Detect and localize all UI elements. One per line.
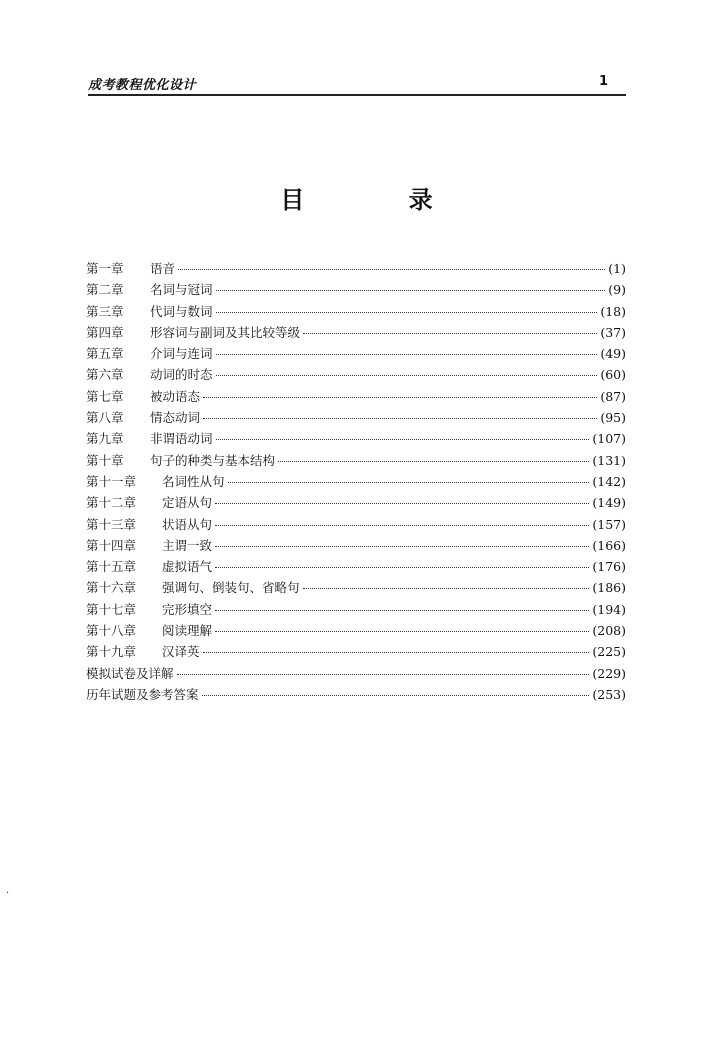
toc-chapter-label: 第十章	[86, 452, 124, 468]
toc-entry-title: 定语从句	[162, 495, 213, 511]
toc-page-ref: (176)	[592, 559, 626, 575]
toc-chapter-label: 第八章	[86, 410, 124, 426]
toc-page-ref: (49)	[600, 346, 626, 362]
toc-page-ref: (131)	[592, 452, 626, 468]
toc-entry[interactable]	[86, 556, 626, 577]
toc-entry[interactable]	[86, 535, 626, 556]
toc-entry-title: 历年试题及参考答案	[86, 686, 199, 702]
toc-entry[interactable]	[86, 577, 626, 598]
toc-page-ref: (194)	[592, 601, 626, 617]
toc-entry[interactable]	[86, 428, 626, 449]
running-header	[88, 74, 626, 96]
dot-leader	[203, 396, 597, 398]
dot-leader	[203, 651, 590, 653]
toc-entry-title: 主谓一致	[162, 537, 213, 553]
toc-page-ref: (60)	[600, 367, 626, 383]
toc-chapter-label: 第六章	[86, 367, 124, 383]
toc-chapter-label: 第二章	[86, 282, 124, 298]
toc-entry[interactable]	[86, 620, 626, 641]
toc-page-ref: (253)	[592, 686, 626, 702]
book-title: 成考教程优化设计	[88, 78, 197, 93]
toc-entry[interactable]	[86, 364, 626, 385]
dot-leader	[215, 566, 589, 568]
toc-page-ref: (142)	[592, 473, 626, 489]
toc-page-ref: (107)	[592, 431, 626, 447]
dot-leader	[177, 673, 590, 675]
dot-leader	[216, 289, 606, 291]
toc-entry-title: 完形填空	[162, 601, 213, 617]
toc-entry-title: 非谓语动词	[150, 431, 213, 447]
toc-entry-title: 模拟试卷及详解	[86, 665, 174, 681]
toc-chapter-label: 第十四章	[86, 537, 137, 553]
toc-entry[interactable]	[86, 279, 626, 300]
dot-leader	[278, 460, 589, 462]
dot-leader	[215, 609, 589, 611]
dot-leader	[228, 481, 590, 483]
toc-entry[interactable]	[86, 450, 626, 471]
toc-entry-title: 语音	[150, 261, 176, 276]
toc-page-ref: (229)	[592, 665, 626, 681]
toc-page-ref: (186)	[592, 580, 626, 596]
dot-leader	[215, 524, 589, 526]
toc-entry[interactable]	[86, 386, 626, 407]
toc-chapter-label: 第十六章	[86, 580, 137, 596]
toc-chapter-label: 第十三章	[86, 516, 137, 532]
dot-leader	[178, 268, 605, 270]
toc-page-ref: (95)	[600, 410, 626, 426]
toc-entry[interactable]	[86, 492, 626, 513]
toc-chapter-label: 第十九章	[86, 644, 137, 660]
toc-page-ref: (149)	[592, 495, 626, 511]
toc-chapter-label: 第十五章	[86, 559, 137, 575]
table-of-contents	[86, 258, 626, 705]
toc-entry[interactable]	[86, 471, 626, 492]
toc-chapter-label: 第十一章	[86, 473, 137, 489]
dot-leader	[215, 545, 589, 547]
toc-page-ref: (37)	[600, 324, 626, 340]
toc-heading: 目 录	[280, 185, 481, 214]
toc-chapter-label: 第十八章	[86, 623, 137, 639]
dot-leader	[216, 353, 598, 355]
toc-entry-title: 介词与连词	[150, 346, 213, 362]
toc-page-ref: (157)	[592, 516, 626, 532]
dot-leader	[203, 417, 597, 419]
toc-entry-title: 汉译英	[162, 644, 200, 660]
toc-entry-title: 虚拟语气	[162, 559, 213, 575]
dot-leader	[216, 311, 598, 313]
toc-entry-title: 强调句、倒装句、省略句	[162, 580, 300, 596]
toc-entry-title: 句子的种类与基本结构	[150, 452, 276, 468]
page-number: 1	[598, 74, 608, 89]
toc-chapter-label: 第四章	[86, 324, 124, 340]
toc-chapter-label: 第三章	[86, 303, 124, 319]
toc-page-ref: (18)	[600, 303, 626, 319]
scan-speck: ·	[6, 888, 10, 899]
toc-chapter-label: 第七章	[86, 388, 124, 404]
toc-page-ref: (87)	[600, 388, 626, 404]
dot-leader	[216, 374, 598, 376]
toc-chapter-label: 第一章	[86, 261, 124, 276]
dot-leader	[215, 502, 589, 504]
toc-entry[interactable]	[86, 343, 626, 364]
toc-entry[interactable]	[86, 599, 626, 620]
toc-entry-title: 动词的时态	[150, 367, 213, 383]
toc-entry-title: 名词与冠词	[150, 282, 213, 298]
toc-entry-title: 阅读理解	[162, 623, 213, 639]
toc-entry[interactable]	[86, 301, 626, 322]
toc-entry[interactable]	[86, 641, 626, 662]
toc-chapter-label: 第十二章	[86, 495, 137, 511]
toc-entry[interactable]	[86, 514, 626, 535]
toc-chapter-label: 第九章	[86, 431, 124, 447]
dot-leader	[202, 694, 590, 696]
toc-chapter-label: 第十七章	[86, 601, 137, 617]
toc-entry-title: 名词性从句	[162, 473, 225, 489]
toc-entry[interactable]	[86, 258, 626, 279]
toc-entry[interactable]	[86, 684, 626, 705]
toc-entry[interactable]	[86, 322, 626, 343]
toc-page-ref: (9)	[608, 282, 626, 298]
toc-chapter-label: 第五章	[86, 346, 124, 362]
toc-page-ref: (1)	[608, 261, 626, 276]
toc-entry-title: 被动语态	[150, 388, 201, 404]
dot-leader	[216, 438, 590, 440]
toc-entry-title: 情态动词	[150, 410, 201, 426]
toc-page-ref: (208)	[592, 623, 626, 639]
toc-page-ref: (166)	[592, 537, 626, 553]
toc-entry-title: 代词与数词	[150, 303, 213, 319]
toc-entry-title: 状语从句	[162, 516, 213, 532]
toc-entry-title: 形容词与副词及其比较等级	[150, 324, 301, 340]
toc-entry[interactable]	[86, 407, 626, 428]
toc-entry[interactable]	[86, 663, 626, 684]
dot-leader	[303, 587, 590, 589]
dot-leader	[215, 630, 589, 632]
toc-page-ref: (225)	[592, 644, 626, 660]
dot-leader	[303, 332, 597, 334]
